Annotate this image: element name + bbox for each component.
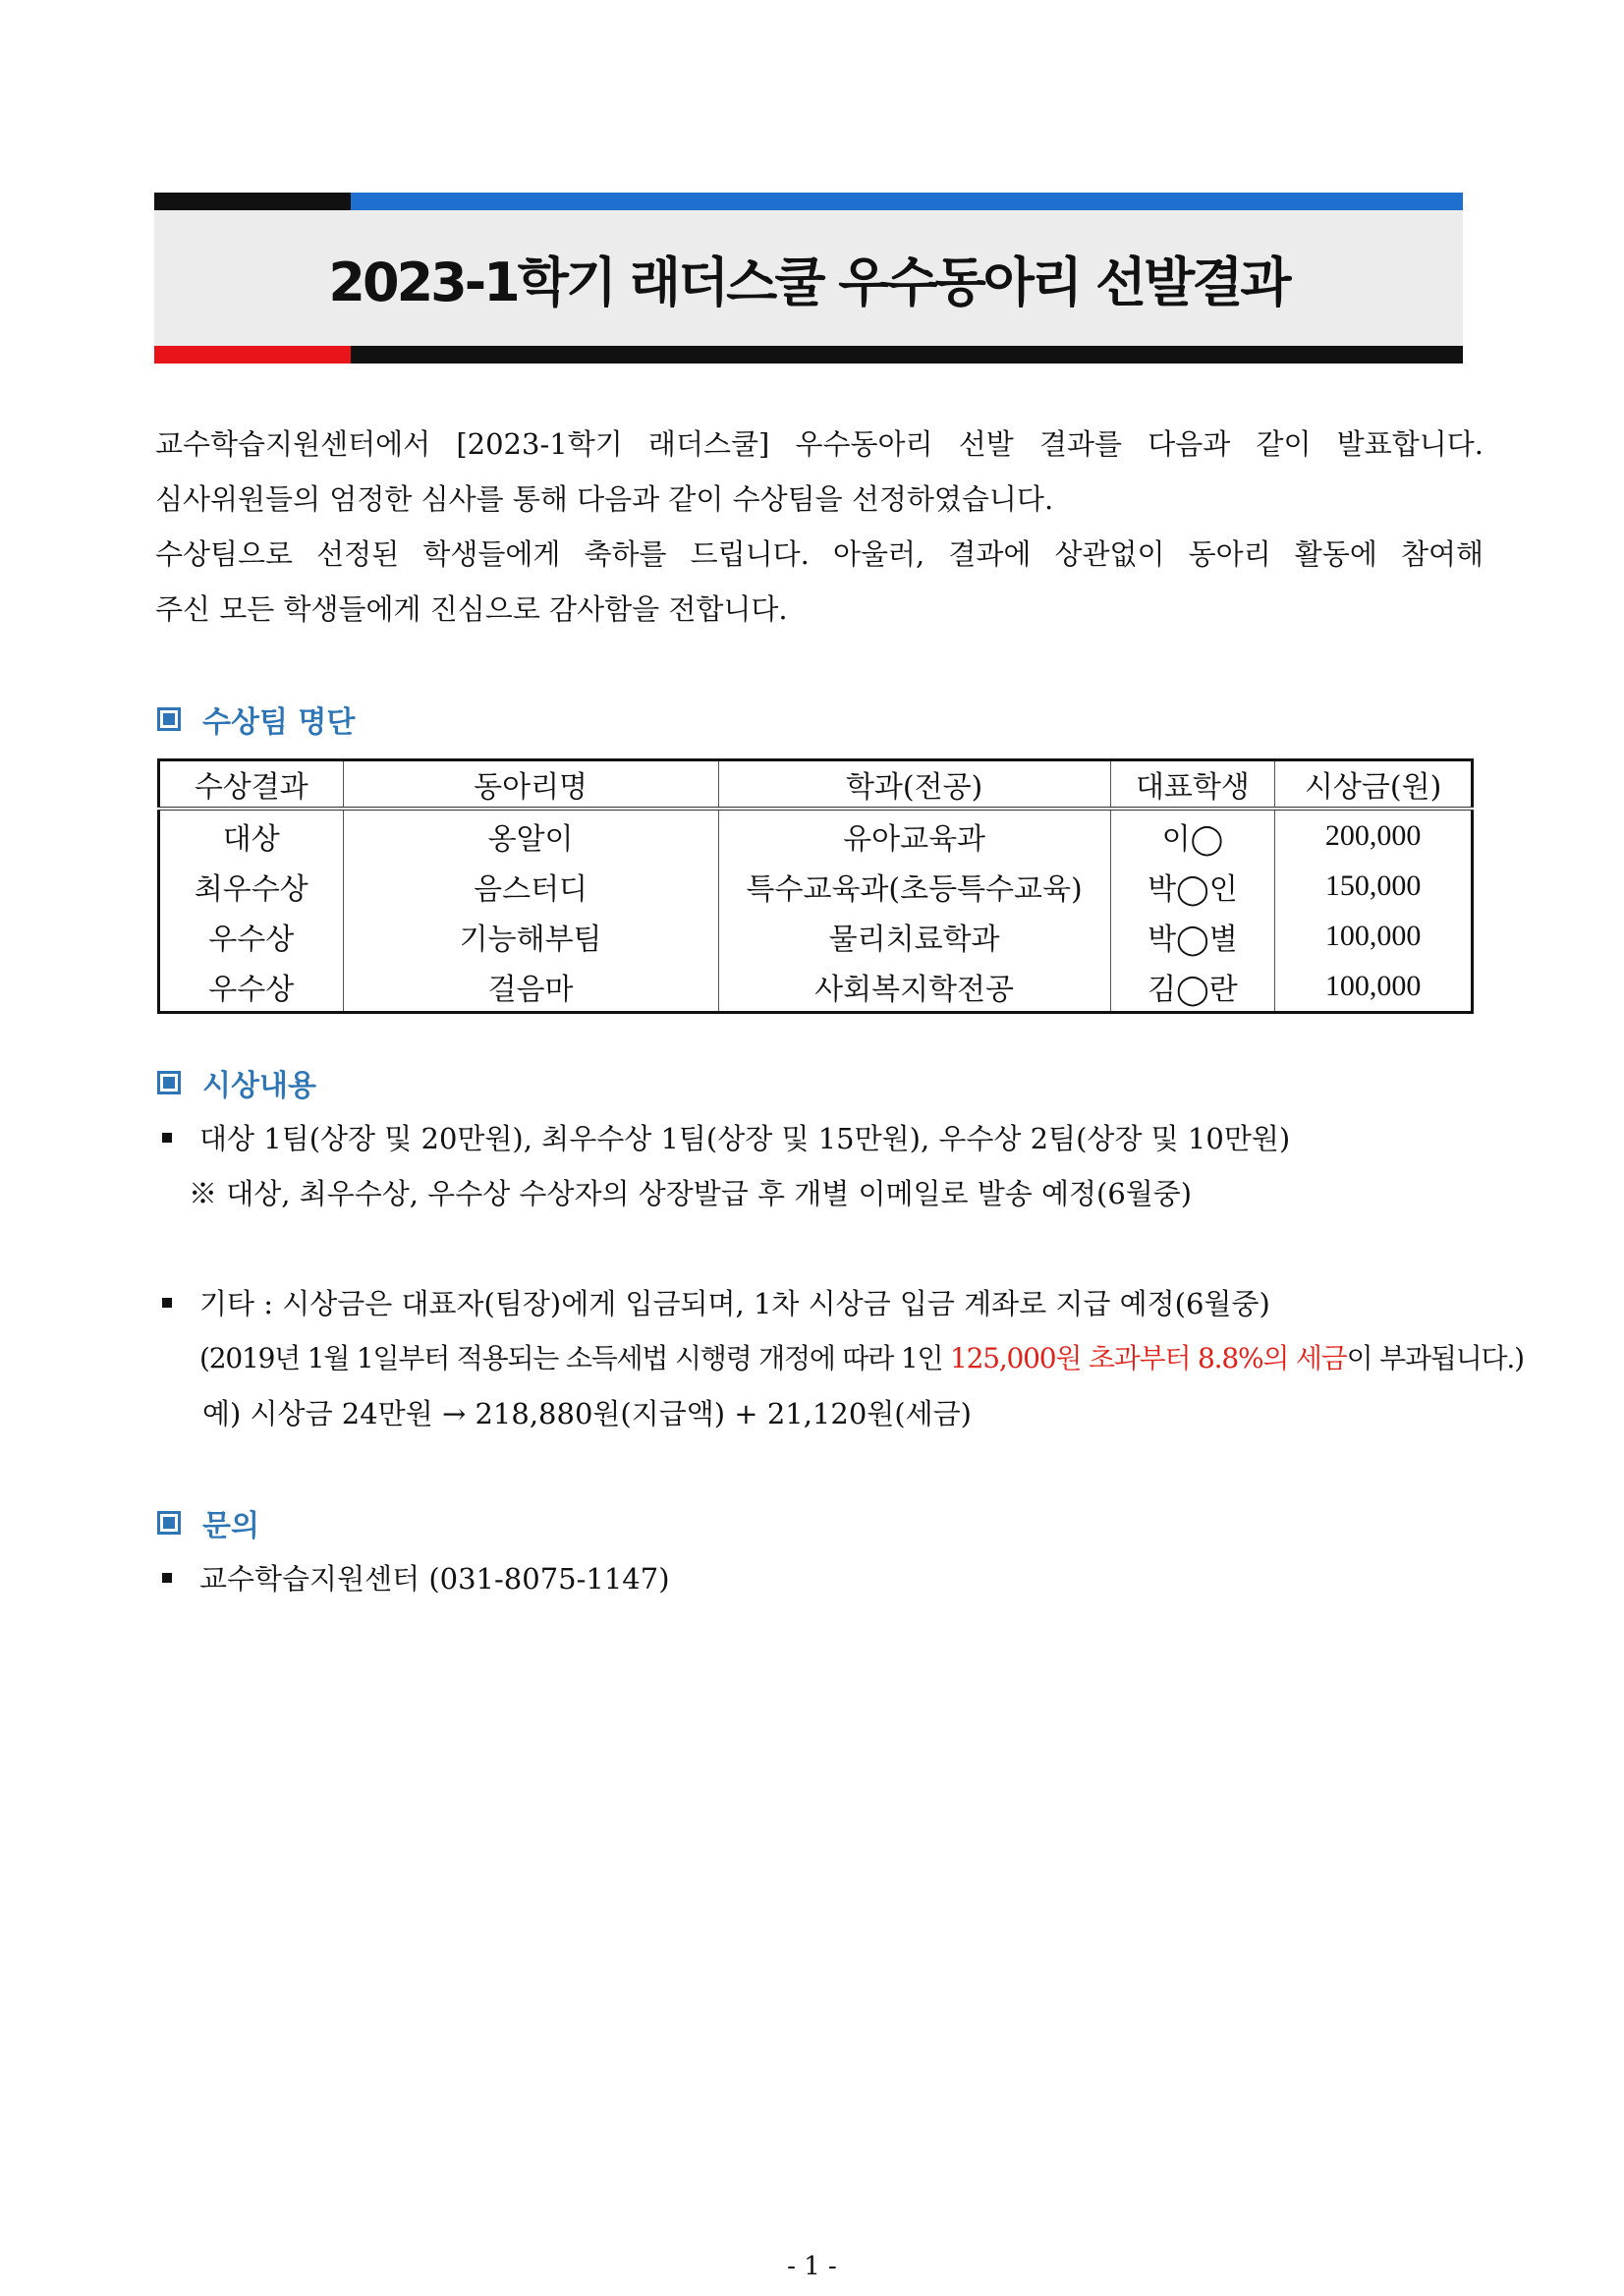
table-cell-department: 물리치료학과 bbox=[718, 911, 1110, 961]
table-row bbox=[159, 911, 1473, 961]
intro-paragraph bbox=[155, 417, 1484, 637]
black-square-bullet-icon bbox=[162, 1133, 172, 1143]
table-cell-prize: 100,000 bbox=[1275, 911, 1473, 961]
intro-line-4: 주신 모든 학생들에게 진심으로 감사함을 전합니다. bbox=[155, 592, 788, 626]
section-winners-heading bbox=[157, 698, 355, 741]
title-top-bar bbox=[154, 193, 1463, 210]
table-cell-prize: 200,000 bbox=[1275, 809, 1473, 861]
table-cell-representative: 박◯인 bbox=[1110, 861, 1275, 911]
table-cell-club: 음스터디 bbox=[343, 861, 718, 911]
section-inquiry-title: 문의 bbox=[202, 1509, 259, 1543]
prize-awards-text: 대상 1팀(상장 및 20만원), 최우수상 1팀(상장 및 15만원), 우수상 2팀(상장 및 10만원) bbox=[199, 1122, 1291, 1155]
title-bottom-bar bbox=[154, 346, 1463, 364]
prize-bullet-other bbox=[162, 1282, 1270, 1322]
title-bottom-bar-red bbox=[154, 346, 351, 364]
page-number: - 1 - bbox=[787, 2252, 837, 2281]
title-top-bar-blue bbox=[351, 193, 1463, 210]
table-cell-award: 최우수상 bbox=[194, 871, 308, 907]
tax-notice-highlight: 125,000원 초과부터 8.8%의 세금 bbox=[950, 1342, 1347, 1374]
table-header-row bbox=[159, 760, 1473, 810]
section-prizes-heading bbox=[157, 1061, 316, 1104]
title-box bbox=[154, 210, 1463, 346]
table-row bbox=[159, 809, 1473, 861]
table-cell-award: 대상 bbox=[222, 821, 280, 857]
square-bullet-icon bbox=[157, 1511, 181, 1535]
table-cell-award: 우수상 bbox=[208, 972, 295, 1007]
table-header: 수상결과 bbox=[159, 760, 344, 810]
table-header: 대표학생 bbox=[1110, 760, 1275, 810]
tax-notice bbox=[199, 1337, 1524, 1376]
square-bullet-icon bbox=[157, 1071, 181, 1094]
prize-note: ※ 대상, 최우수상, 우수상 수상자의 상장발급 후 개별 이메일로 발송 예정(6월중) bbox=[189, 1177, 1193, 1210]
intro-line-3: 수상팀으로 선정된 학생들에게 축하를 드립니다. 아울러, 결과에 상관없이 동아리 활동에 참여해 bbox=[155, 537, 1484, 571]
inquiry-contact-item bbox=[162, 1557, 670, 1597]
black-square-bullet-icon bbox=[162, 1573, 172, 1583]
table-cell-club: 걸음마 bbox=[343, 961, 718, 1013]
prize-other-text: 기타 : 시상금은 대표자(팀장)에게 입금되며, 1차 시상금 입금 계좌로 지급 예정(6월중) bbox=[199, 1287, 1270, 1320]
table-cell-department: 특수교육과(초등특수교육) bbox=[718, 861, 1110, 911]
section-inquiry-heading bbox=[157, 1501, 259, 1544]
section-prizes-title: 시상내용 bbox=[202, 1069, 316, 1103]
section-winners-title: 수상팀 명단 bbox=[202, 705, 356, 740]
winners-table bbox=[157, 758, 1474, 1014]
inquiry-contact-text: 교수학습지원센터 (031-8075-1147) bbox=[199, 1562, 670, 1596]
table-cell-representative: 박◯별 bbox=[1110, 911, 1275, 961]
table-cell-representative: 김◯란 bbox=[1110, 961, 1275, 1013]
table-header: 동아리명 bbox=[343, 760, 718, 810]
table-cell-department: 유아교육과 bbox=[718, 809, 1110, 861]
page-title: 2023-1학기 래더스쿨 우수동아리 선발결과 bbox=[328, 251, 1289, 313]
tax-notice-post: 이 부과됩니다.) bbox=[1346, 1342, 1524, 1374]
title-bottom-bar-black bbox=[351, 346, 1463, 364]
table-row bbox=[159, 961, 1473, 1013]
tax-example: 예) 시상금 24만원 → 218,880원(지급액) + 21,120원(세금) bbox=[202, 1397, 972, 1430]
table-cell-prize: 100,000 bbox=[1275, 961, 1473, 1013]
table-cell-club: 기능해부팀 bbox=[343, 911, 718, 961]
table-row bbox=[159, 861, 1473, 911]
table-cell-club: 옹알이 bbox=[343, 809, 718, 861]
tax-notice-pre: (2019년 1월 1일부터 적용되는 소득세법 시행령 개정에 따라 1인 bbox=[199, 1342, 950, 1374]
intro-line-2: 심사위원들의 엄정한 심사를 통해 다음과 같이 수상팀을 선정하였습니다. bbox=[155, 482, 1054, 516]
title-top-bar-black bbox=[154, 193, 351, 210]
title-band bbox=[154, 193, 1463, 364]
table-cell-representative: 이◯ bbox=[1110, 809, 1275, 861]
prize-bullet-awards bbox=[162, 1117, 1290, 1157]
intro-line-1: 교수학습지원센터에서 [2023-1학기 래더스쿨] 우수동아리 선발 결과를 다음과 같이 발표합니다. bbox=[155, 427, 1484, 461]
table-header: 학과(전공) bbox=[718, 760, 1110, 810]
square-bullet-icon bbox=[157, 707, 181, 731]
black-square-bullet-icon bbox=[162, 1298, 172, 1308]
table-cell-department: 사회복지학전공 bbox=[718, 961, 1110, 1013]
table-cell-prize: 150,000 bbox=[1275, 861, 1473, 911]
table-cell-award: 우수상 bbox=[208, 922, 295, 957]
table-header: 시상금(원) bbox=[1275, 760, 1473, 810]
